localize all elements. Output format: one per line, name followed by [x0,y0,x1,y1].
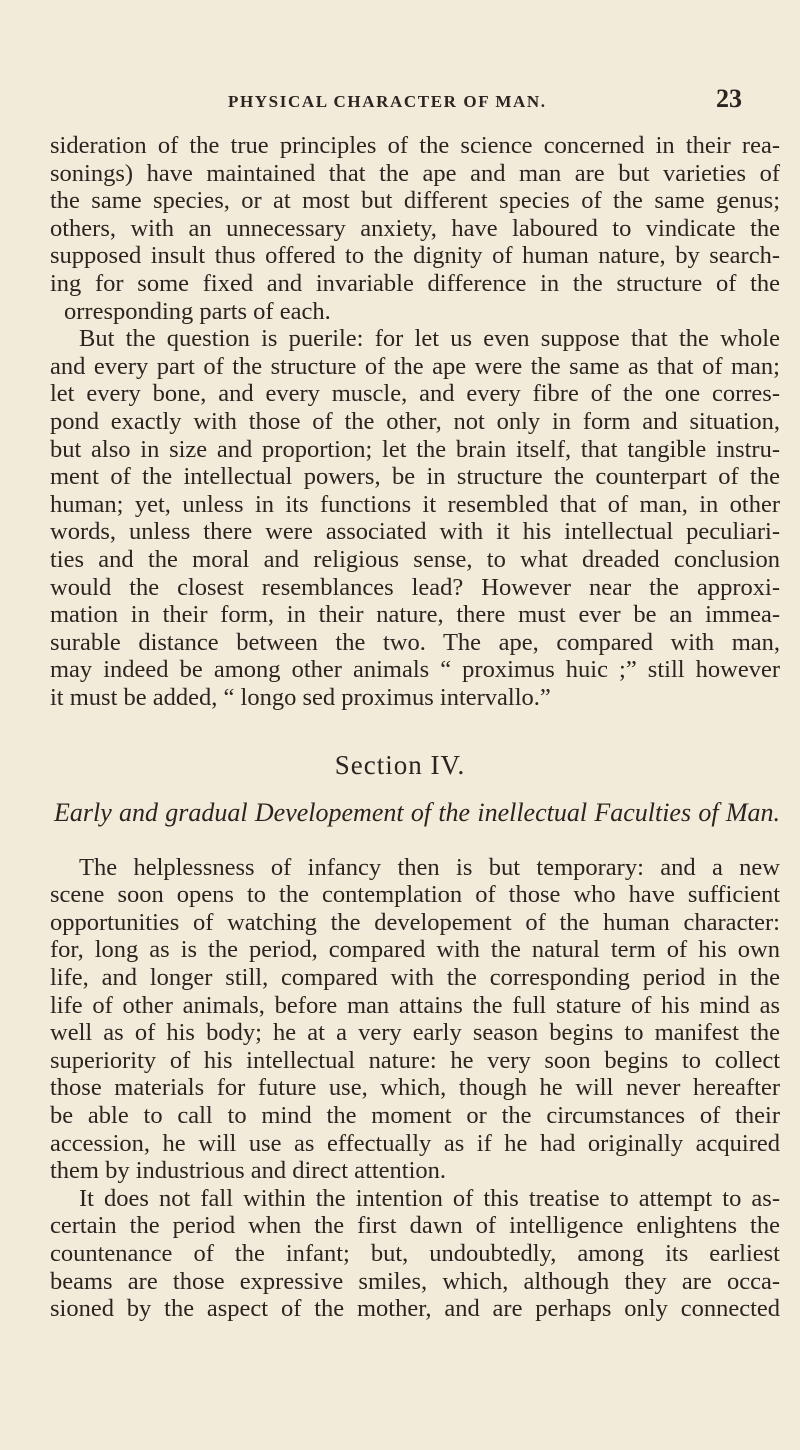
text-line: others, with an unnecessary anxiety, have laboured to vindicate the [50,214,780,242]
text-line: for, long as is the period, compared with the natural term of his own [50,936,780,964]
text-line: the same species, or at most but different species of the same genus; [50,187,780,215]
text-line: let every bone, and every muscle, and every fibre of the one corres- [50,380,780,408]
text-line: But the question is puerile: for let us even suppose that the whole [79,325,780,353]
text-line: ing for some fixed and invariable difference in the structure of the [50,270,780,297]
section-subheading: Early and gradual Developement of the inellectual Faculties of Man. [54,797,780,827]
text-line: The helplessness of infancy then is but temporary: and a new [79,853,780,881]
text-line: would the closest resemblances lead? However near the approxi- [50,573,780,601]
text-line: it must be added, “ longo sed proximus intervallo.” [50,684,551,711]
text-line: words, unless there were associated with it his intellectual peculiari- [50,518,780,546]
text-line: countenance of the infant; but, undoubtedly, among its earliest [50,1240,780,1267]
text-line: well as of his body; he at a very early season begins to manifest the [50,1019,780,1047]
text-line: mation in their form, in their nature, there must ever be an immea- [50,601,780,629]
text-line: certain the period when the first dawn of intelligence enlightens the [50,1212,780,1240]
text-line: beams are those expressive smiles, which, although they are occa- [50,1267,780,1295]
text-line: those materials for future use, which, though he will never hereafter [50,1074,780,1102]
text-line: may indeed be among other animals “ proximus huic ;” still however [50,656,780,684]
text-line: be able to call to mind the moment or the circumstances of their [50,1102,780,1129]
text-line: supposed insult thus offered to the dignity of human nature, by search- [50,242,780,270]
section-heading: Section IV. [334,749,466,780]
text-line: and every part of the structure of the ape were the same as that of man; [50,352,780,380]
running-head [0,84,800,114]
text-line: them by industrious and direct attention. [50,1157,447,1185]
text-line: ment of the intellectual powers, be in structure the counterpart of the [50,463,780,491]
text-line: sideration of the true principles of the science concerned in their rea- [50,132,780,159]
text-line: sioned by the aspect of the mother, and are perhaps only connected [50,1295,780,1323]
text-line: ties and the moral and religious sense, to what dreaded conclusion [50,546,780,573]
text-line: orresponding parts of each. [64,297,331,325]
text-line: surable distance between the two. The ape, compared with man, [50,628,780,656]
text-line: opportunities of watching the developement of the human character: [50,908,780,936]
text-line: sonings) have maintained that the ape and man are but varieties of [50,159,780,187]
text-line: human; yet, unless in its functions it resembled that of man, in other [50,490,780,518]
text-line: superiority of his intellectual nature: he very soon begins to collect [50,1046,780,1074]
page-number: 23 [716,84,742,113]
text-line: but also in size and proportion; let the brain itself, that tangible instru- [50,435,780,463]
text-line: pond exactly with those of the other, not only in form and situation, [50,408,780,435]
text-line: accession, he will use as effectually as if he had originally acquired [50,1129,780,1157]
text-line: life, and longer still, compared with the corresponding period in the [50,964,780,991]
text-line: scene soon opens to the contemplation of those who have sufficient [50,881,780,909]
text-line: life of other animals, before man attains the full stature of his mind as [50,991,780,1019]
running-title: PHYSICAL CHARACTER OF MAN. [228,92,547,111]
text-line: It does not fall within the intention of this treatise to attempt to as- [79,1184,780,1212]
